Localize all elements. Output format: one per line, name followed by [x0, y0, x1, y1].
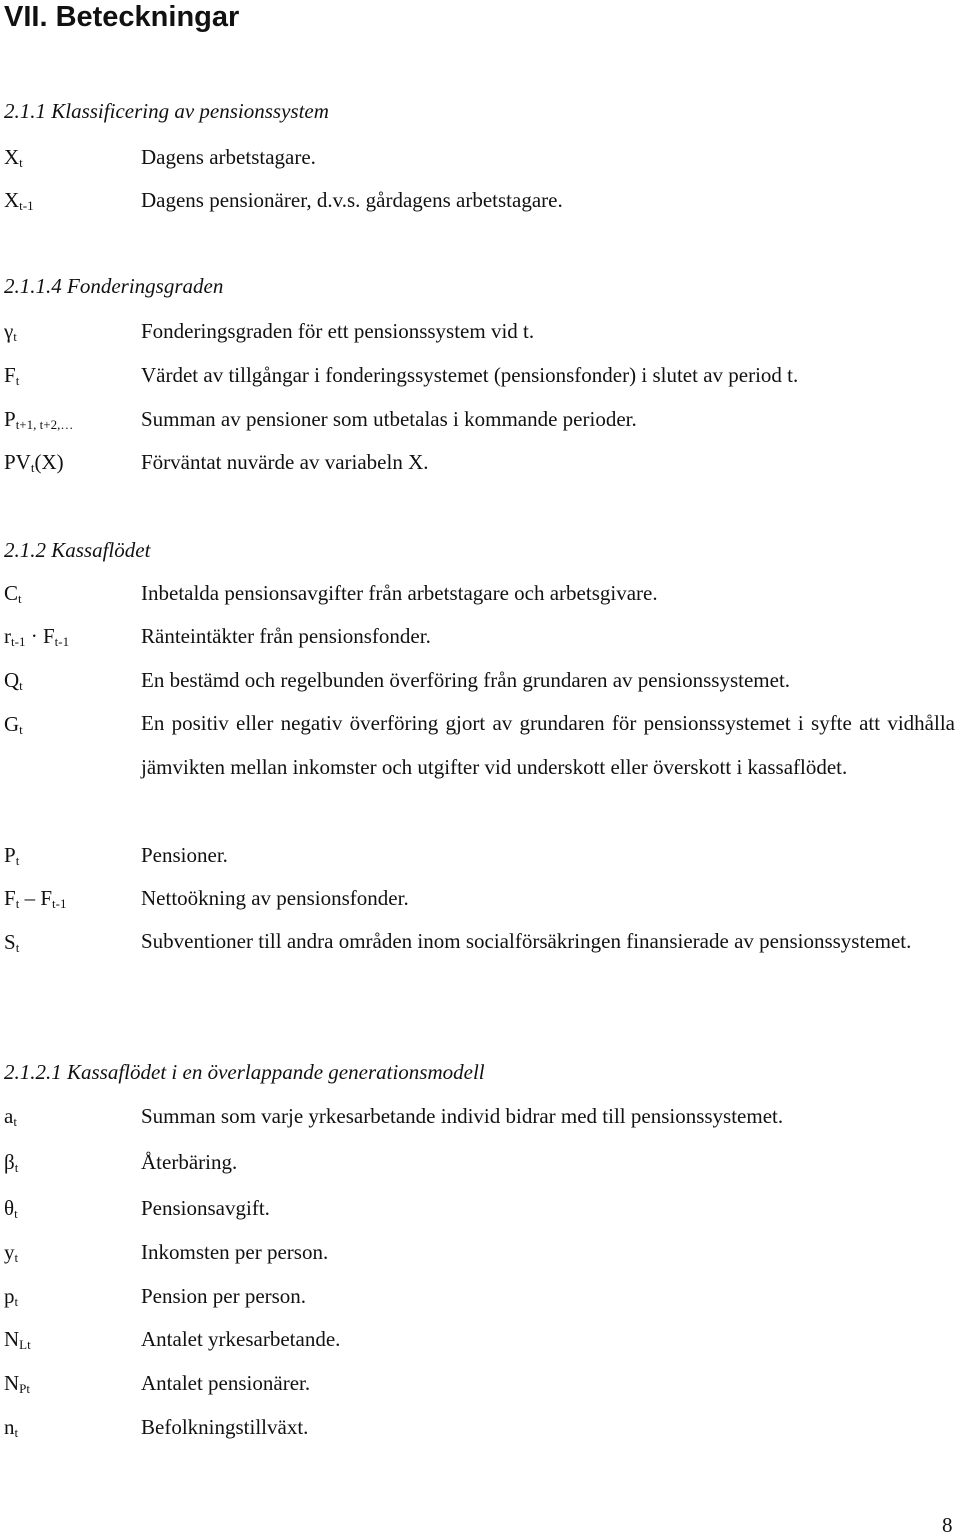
symbol-description: Ränteintäkter från pensionsfonder.: [141, 624, 431, 648]
page-number: 8: [942, 1513, 953, 1537]
symbol-description: Inkomsten per person.: [141, 1240, 329, 1264]
symbol-description: Nettoökning av pensionsfonder.: [141, 886, 409, 910]
section-heading: 2.1.2 Kassaflödet: [4, 538, 151, 562]
symbol: $\theta_t$: [4, 1196, 18, 1221]
symbol-description: Summan som varje yrkesarbetande individ bidrar med till pensionssystemet.: [141, 1104, 784, 1128]
symbol: $P_{t+1, t+2,\dots}$: [4, 407, 74, 432]
symbol: $X_t$: [4, 145, 23, 170]
symbol: $S_t$: [4, 930, 20, 955]
symbol-description: Förväntat nuvärde av variabeln X.: [141, 450, 429, 474]
symbol: $n_t$: [4, 1415, 19, 1440]
symbol: $y_t$: [4, 1240, 19, 1265]
symbol: $r_{t-1} \cdot F_{t-1}$: [4, 624, 70, 649]
symbol: $PV_t(X)$: [4, 450, 64, 475]
symbol: $\beta_t$: [4, 1150, 19, 1175]
symbol: $P_t$: [4, 843, 20, 868]
symbol-description: Inbetalda pensionsavgifter från arbetstagare och arbetsgivare.: [141, 581, 658, 605]
symbol-description: En bestämd och regelbunden överföring från grundaren av pensionssystemet.: [141, 668, 791, 692]
symbol: $C_t$: [4, 581, 22, 606]
symbol: $F_t$: [4, 363, 20, 388]
symbol-description: Subventioner till andra områden inom socialförsäkringen finansierade av pensionssystemet.: [141, 929, 912, 953]
symbol-description: Pensioner.: [141, 843, 228, 867]
symbol: $F_t - F_{t-1}$: [4, 886, 67, 911]
symbol-description: Summan av pensioner som utbetalas i kommande perioder.: [141, 407, 637, 431]
section-heading: 2.1.1 Klassificering av pensionssystem: [4, 99, 329, 123]
section-heading: 2.1.1.4 Fonderingsgraden: [4, 274, 224, 298]
symbol: $Q_t$: [4, 668, 23, 693]
symbol-description: Värdet av tillgångar i fonderingssystemet (pensionsfonder) i slutet av period t.: [141, 363, 799, 387]
section-heading: 2.1.2.1 Kassaflödet i en överlappande generationsmodell: [4, 1060, 485, 1084]
symbol: $N_{Pt}$: [4, 1371, 31, 1396]
symbol: $p_t$: [4, 1284, 19, 1309]
page-title: VII. Beteckningar: [4, 1, 240, 33]
symbol-description: Pension per person.: [141, 1284, 307, 1308]
symbol-description: Antalet yrkesarbetande.: [141, 1327, 341, 1351]
symbol: $\gamma_t$: [4, 319, 17, 344]
symbol-description: Dagens pensionärer, d.v.s. gårdagens arbetstagare.: [141, 188, 563, 212]
symbol-description: Dagens arbetstagare.: [141, 145, 316, 169]
symbol: $a_t$: [4, 1104, 17, 1129]
symbol: $G_t$: [4, 712, 23, 737]
symbol-description: Fonderingsgraden för ett pensionssystem vid t.: [141, 319, 535, 343]
symbol-description: Återbäring.: [141, 1150, 238, 1174]
symbol-description: En positiv eller negativ överföring gjort av grundaren för pensionssystemet i syfte att vidhålla jämvikten mellan inkomster och utgifter vid underskott eller överskott i kassaflödet.: [141, 711, 955, 779]
symbol-description: Antalet pensionärer.: [141, 1371, 311, 1395]
symbol-description: Pensionsavgift.: [141, 1196, 270, 1220]
symbol-description: Befolkningstillväxt.: [141, 1415, 309, 1439]
symbol: $N_{Lt}$: [4, 1327, 31, 1352]
symbol: $X_{t-1}$: [4, 188, 34, 213]
